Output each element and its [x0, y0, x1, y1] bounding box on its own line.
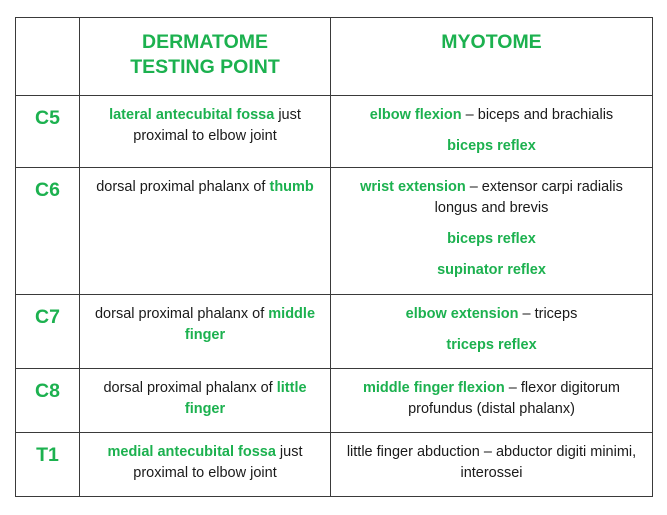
- header-empty-cell: [16, 18, 80, 96]
- dermatome-myotome-table-container: [15, 17, 652, 497]
- table-row: [16, 168, 653, 294]
- myotome-text: – extensor carpi radialis longus and brevis: [434, 179, 623, 217]
- dermatome-cell: [80, 168, 331, 294]
- dermatome-text: dorsal proximal phalanx of: [103, 379, 277, 396]
- myotome-description: little finger abduction – abductor digiti minimi, interossei: [346, 443, 637, 481]
- level-label: C7: [16, 294, 80, 368]
- table-row: [16, 368, 653, 432]
- table-row: [16, 294, 653, 368]
- myotome-cell: [331, 96, 653, 168]
- myotome-highlight: elbow extension: [405, 305, 519, 322]
- dermatome-cell: [80, 294, 331, 368]
- myotome-cell: [331, 432, 653, 496]
- level-label: C6: [16, 168, 80, 294]
- dermatome-myotome-table: [15, 17, 653, 497]
- myotome-description: [339, 304, 644, 325]
- dermatome-highlight: middle finger: [184, 305, 316, 343]
- myotome-highlight: middle finger flexion: [362, 379, 505, 396]
- myotome-cell: [331, 368, 653, 432]
- header-myotome: MYOTOME: [331, 18, 653, 96]
- header-dermatome-line2: TESTING POINT: [130, 56, 280, 78]
- myotome-description: [339, 378, 644, 420]
- reflex-label: triceps reflex: [446, 336, 537, 353]
- dermatome-highlight: thumb: [269, 179, 314, 196]
- table-row: [16, 432, 653, 496]
- dermatome-cell: [80, 432, 331, 496]
- myotome-cell: [331, 168, 653, 294]
- dermatome-cell: [80, 96, 331, 168]
- dermatome-highlight: little finger: [184, 379, 307, 417]
- myotome-text: – biceps and brachialis: [461, 107, 614, 124]
- header-row: [16, 18, 653, 96]
- level-label: T1: [16, 432, 80, 496]
- table-row: [16, 96, 653, 168]
- header-dermatome-line1: DERMATOME: [141, 31, 269, 53]
- dermatome-text: dorsal proximal phalanx of: [94, 305, 269, 322]
- dermatome-text: dorsal proximal phalanx of: [96, 179, 270, 196]
- myotome-description: [339, 177, 644, 219]
- dermatome-highlight: lateral antecubital fossa: [109, 107, 275, 124]
- dermatome-text: just proximal to elbow joint: [133, 443, 303, 481]
- myotome-highlight: wrist extension: [360, 179, 466, 196]
- dermatome-highlight: medial antecubital fossa: [107, 443, 276, 460]
- dermatome-cell: [80, 368, 331, 432]
- myotome-highlight: elbow flexion: [369, 107, 462, 124]
- level-label: C8: [16, 368, 80, 432]
- dermatome-text: just proximal to elbow joint: [133, 107, 301, 145]
- header-dermatome: [80, 18, 331, 96]
- level-label: C5: [16, 96, 80, 168]
- myotome-text: – triceps: [518, 305, 578, 322]
- reflex-label: biceps reflex: [447, 138, 536, 155]
- reflex-label: supinator reflex: [437, 262, 546, 279]
- myotome-cell: [331, 294, 653, 368]
- reflex-label: biceps reflex: [447, 231, 536, 248]
- myotome-description: [339, 105, 644, 126]
- myotome-text: – flexor digitorum profundus (distal phalanx): [408, 379, 621, 417]
